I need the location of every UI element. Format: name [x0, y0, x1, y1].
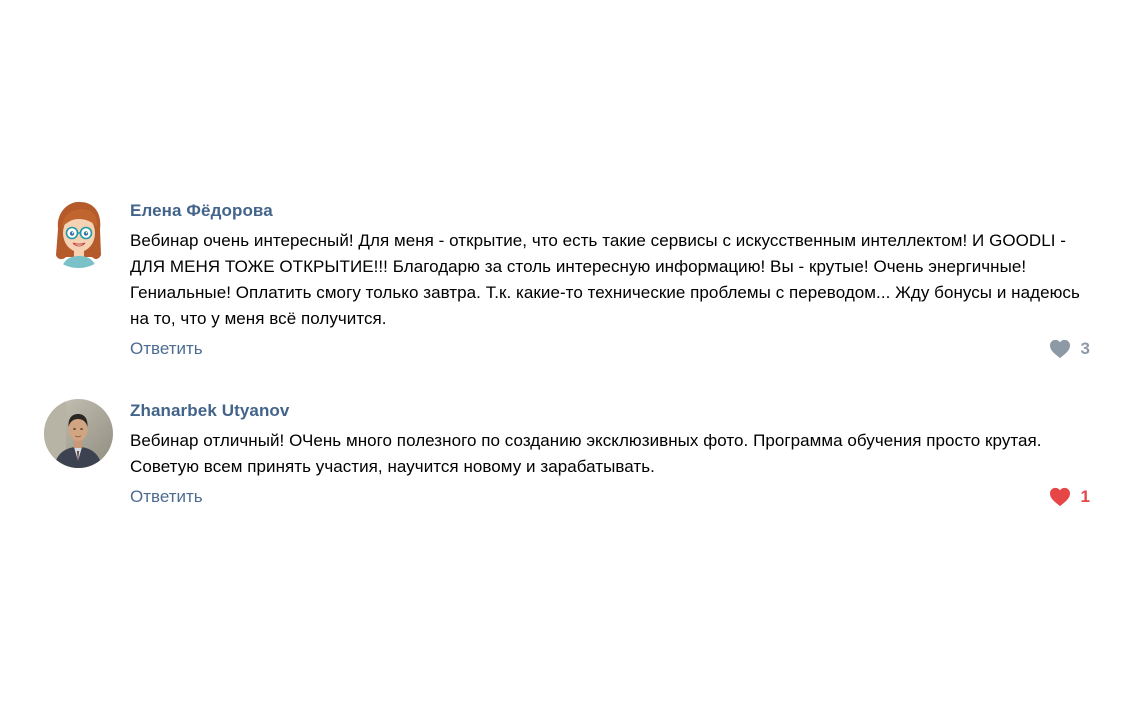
- like-button[interactable]: [1049, 336, 1090, 362]
- like-count: 1: [1080, 487, 1090, 506]
- comment-text: Вебинар очень интересный! Для меня - открытие, что есть такие сервисы с искусственным интеллектом! И GOODLI - ДЛЯ МЕНЯ ТОЖЕ ОТКРЫТИЕ!!! Благодарю за столь интересную информацию! Вы - крутые! Очень энергичные! Гениальные! Оплатить смогу только завтра. Т.к. какие-то технические проблемы с переводом... Жду бонусы и надеюсь на то, что у меня всё получится.: [130, 231, 1080, 328]
- heart-icon: [1049, 487, 1071, 507]
- comment-author[interactable]: Елена Фёдорова: [130, 201, 273, 220]
- reply-button[interactable]: Ответить: [130, 487, 203, 506]
- reply-button[interactable]: Ответить: [130, 339, 203, 358]
- like-button[interactable]: [1049, 484, 1090, 510]
- comment-author[interactable]: Zhanarbek Utyanov: [130, 401, 290, 420]
- cartoon-woman-avatar-icon: [44, 199, 113, 268]
- avatar[interactable]: [44, 399, 113, 468]
- comment-body: [130, 199, 1090, 362]
- man-photo-avatar-icon: [44, 399, 113, 468]
- heart-icon: [1049, 339, 1071, 359]
- comment-actions: [130, 336, 1090, 362]
- comment-body: [130, 399, 1090, 510]
- avatar[interactable]: [44, 199, 113, 268]
- like-count: 3: [1080, 339, 1090, 358]
- comment-text: Вебинар отличный! ОЧень много полезного по созданию эксклюзивных фото. Программа обучения просто крутая. Советую всем принять участия, научится новому и зарабатывать.: [130, 431, 1042, 476]
- comment-actions: [130, 484, 1090, 510]
